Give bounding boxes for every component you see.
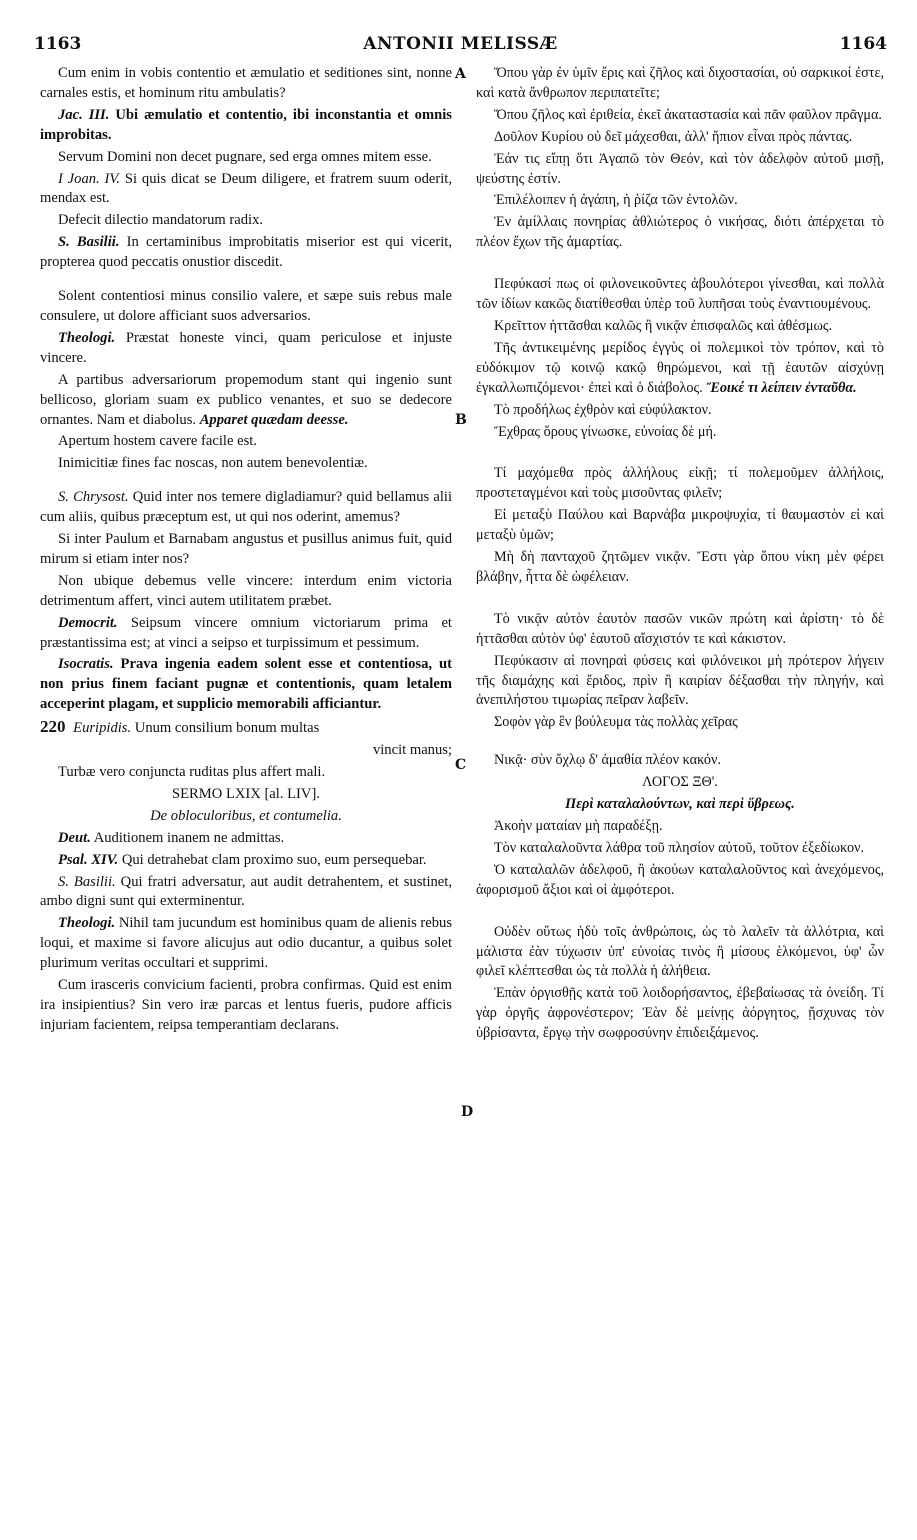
latin-paragraph: Servum Domini non decet pugnare, sed erga omnes mitem esse. — [58, 148, 432, 165]
source-citation: Theologi. — [58, 329, 116, 346]
greek-paragraph: Ἔχθρας ὅρους γίνωσκε, εὐνοίας δὲ μή. — [494, 423, 717, 440]
latin-paragraph: S. Chrysost. Quid inter nos temere digladiamur? quid bellamus alii cum aliis, quibus præceptum est, ut qui nos oderint, amemus? — [40, 489, 452, 526]
margin-marker-a: A — [455, 66, 466, 82]
greek-paragraph: Πεφύκασί πως οἱ φιλονεικοῦντες ἀβουλότεροι γίνεσθαι, καὶ πολλὰ τῶν ἰδίων κακῶς διατίθεσθαι ὑπὲρ τοῦ λυπῆσαι τοὺς ἐναντιουμένους. — [476, 276, 884, 313]
greek-paragraph: Ὁ καταλαλῶν ἀδελφοῦ, ἢ ἀκούων καταλαλοῦντος καὶ ἀνεχόμενος, ἀφορισμοῦ ἄξιοι καὶ οἱ ἀμφότεροι. — [476, 861, 884, 898]
latin-paragraph: Deut. Auditionem inanem ne admittas. — [58, 829, 285, 846]
greek-paragraph: Τὸ προδήλως ἐχθρὸν καὶ εὐφύλακτον. — [494, 401, 712, 418]
logos-title: Περὶ καταλαλούντων, καὶ περὶ ὕβρεως. — [565, 796, 795, 813]
latin-paragraph: Theologi. Præstat honeste vinci, quam periculose et injuste vincere. — [40, 329, 452, 366]
section-number: 220 — [40, 717, 66, 737]
sermon-heading: SERMO LXIX [al. LIV]. — [172, 785, 320, 802]
greek-paragraph: Νικᾷ· σὺν ὄχλῳ δ' ἀμαθία πλέον κακόν. — [494, 752, 721, 769]
greek-paragraph: Εἰ μεταξὺ Παύλου καὶ Βαρνάβα μικροψυχία, τί θαυμαστὸν εἰ καὶ μεταξὺ ὑμῶν; — [476, 507, 884, 544]
latin-paragraph: Inimicitiæ fines fac noscas, non autem benevolentiæ. — [58, 455, 368, 472]
latin-verse-line: vincit manus; — [372, 742, 452, 759]
margin-marker-b: B — [455, 412, 467, 428]
greek-paragraph: Ὅπου ζῆλος καὶ ἐριθεία, ἐκεῖ ἀκαταστασία καὶ πᾶν φαῦλον πρᾶγμα. — [494, 106, 882, 123]
latin-column — [40, 64, 452, 1038]
source-citation: S. Basilii. — [58, 873, 116, 890]
greek-paragraph: Ἐάν τις εἴπῃ ὅτι Ἀγαπῶ τὸν Θεόν, καὶ τὸν ἀδελφὸν αὐτοῦ μισῇ, ψεύστης ἐστίν. — [476, 150, 884, 187]
source-citation: Psal. XIV. — [58, 851, 119, 868]
latin-paragraph: 220 Euripidis. Unum consilium bonum multas — [40, 717, 320, 737]
latin-paragraph: Psal. XIV. Qui detrahebat clam proximo suo, eum persequebar. — [58, 851, 427, 868]
source-citation: Euripidis. — [73, 720, 132, 737]
greek-paragraph: Ἐπὰν ὀργισθῇς κατὰ τοῦ λοιδορήσαντος, ἐβεβαίωσας τὰ ὀνείδη. Τί γὰρ ὀργῆς ἀφρονέστερον; Ἐὰν δὲ μείνῃς ἀόργητος, ᾔσχυνας τὸν ὑβρίσαντα, ἔργῳ τὴν σωφροσύνην ἐπιδειξάμενος. — [476, 985, 884, 1042]
running-header — [34, 34, 887, 58]
greek-paragraph: Τὸ νικᾷν αὐτὸν ἑαυτὸν πασῶν νικῶν πρώτη καὶ ἀρίστη· τὸ δὲ ἡττᾶσθαι αὐτὸν ὑφ' ἑαυτοῦ αἴσχιστόν τε καὶ κάκιστον. — [476, 610, 884, 647]
latin-paragraph: S. Basilii. In certaminibus improbitatis miserior est qui vicerit, propterea quod peccatis onustior discedit. — [40, 234, 453, 271]
greek-paragraph: Σοφὸν γὰρ ἓν βούλευμα τὰς πολλὰς χεῖρας — [494, 714, 738, 731]
greek-paragraph: Ἀκοὴν ματαίαν μὴ παραδέξῃ. — [494, 818, 663, 834]
source-citation: Jac. III. — [58, 106, 110, 123]
latin-paragraph: Theologi. Nihil tam jucundum est hominibus quam de alienis rebus loqui, et maxime si favore alicujus aut odio ducantur, a quibus solet plurimum veritas occultari et supprimi. — [40, 915, 453, 972]
source-citation: S. Basilii. — [58, 234, 120, 251]
source-citation: Isocratis. — [58, 656, 114, 673]
greek-paragraph: Κρεῖττον ἡττᾶσθαι καλῶς ἢ νικᾷν ἐπισφαλῶς καὶ ἀθέσμως. — [494, 317, 832, 334]
source-citation: Deut. — [58, 829, 91, 846]
latin-paragraph: Isocratis. Prava ingenia eadem solent esse et contentiosa, ut non prius finem faciant pugnæ et contentionis, quam letalem acceperint plagam, et supplicio memorabili afficiantur. — [40, 656, 452, 713]
latin-paragraph: Cum irasceris convicium facienti, probra confirmas. Quid est enim ira insipientius? Sin vero iræ parcas et lentus fueris, pudore afficis injuriam facientem, reipsa temperantiam declarans. — [40, 977, 452, 1033]
latin-paragraph: A partibus adversariorum propemodum stant qui ingenio sunt bellicoso, gloriam suam ex publico venantes, et suo se dedecore ornantes. Nam et diabolus. Apparet quædam deesse. — [40, 371, 452, 428]
greek-paragraph: Πεφύκασιν αἱ πονηραὶ φύσεις καὶ φιλόνεικοι μὴ πρότερον λήγειν τῆς διαμάχης καὶ ἔριδος, πρὶν ἢ καιρίαν δέξασθαι τὴν πληγήν, καὶ ἀνεπιλήστου τιμωρίας πεῖραν λαβεῖν. — [476, 652, 884, 709]
greek-paragraph: Τῆς ἀντικειμένης μερίδος ἐγγὺς οἱ πολεμικοὶ τὸν τρόπον, καὶ τὸ εὐδόκιμον τῷ κοινῷ κακῷ θηρώμενοι, καὶ τῇ ἑαυτῶν αἰσχύνῃ ἐγκαλλωπιζόμενοι· ἐπεὶ καὶ ὁ διάβολος. Ἔοικέ τι λείπειν ἐνταῦθα. — [476, 339, 884, 396]
greek-paragraph: Μὴ δὴ πανταχοῦ ζητῶμεν νικᾷν. Ἔστι γὰρ ὅπου νίκη μὲν φέρει βλάβην, ἧττα δὲ ὠφέλειαν. — [476, 549, 884, 585]
source-citation: S. Chrysost. — [58, 489, 129, 506]
greek-column — [476, 64, 884, 1046]
margin-marker-d: D — [461, 1104, 474, 1120]
left-page-number: 1163 — [34, 34, 82, 54]
source-citation: I Joan. IV. — [58, 170, 121, 187]
greek-paragraph: Ἐπιλέλοιπεν ἡ ἀγάπη, ἡ ῥίζα τῶν ἐντολῶν. — [494, 192, 738, 209]
latin-paragraph: Turbæ vero conjuncta ruditas plus affert mali. — [58, 764, 326, 780]
greek-paragraph: Ἐν ἁμίλλαις πονηρίας ἀθλιώτερος ὁ νικήσας, διότι ἀπέρχεται τὸ πλέον ἔχων τῆς ἁμαρτίας. — [476, 214, 884, 251]
greek-paragraph: Δοῦλον Κυρίου οὐ δεῖ μάχεσθαι, ἀλλ' ἤπιον εἶναι πρὸς πάντας. — [494, 128, 853, 145]
greek-paragraph: Ὅπου γὰρ ἐν ὑμῖν ἔρις καὶ ζῆλος καὶ διχοστασίαι, οὐ σαρκικοί ἐστε, καὶ κατὰ ἄνθρωπον περιπατεῖτε; — [476, 65, 884, 101]
latin-paragraph: Defecit dilectio mandatorum radix. — [58, 212, 264, 229]
latin-paragraph: Si inter Paulum et Barnabam angustus et pusillus animus fuit, quid mirum si etiam inter nos? — [40, 531, 452, 567]
source-citation: Theologi. — [58, 915, 116, 932]
running-title: ANTONII MELISSÆ — [363, 34, 558, 54]
source-citation: Democrit. — [58, 614, 118, 631]
logos-heading: ΛΟΓΟΣ ΞΘ'. — [642, 774, 718, 791]
right-page-number: 1164 — [839, 34, 887, 54]
latin-paragraph: Jac. III. Ubi æmulatio et contentio, ibi inconstantia et omnis improbitas. — [40, 106, 452, 143]
sermon-title: De obloculoribus, et contumelia. — [150, 807, 342, 824]
latin-paragraph: I Joan. IV. Si quis dicat se Deum diligere, et fratrem suum oderit, mendax est. — [40, 170, 452, 207]
latin-paragraph: S. Basilii. Qui fratri adversatur, aut audit detrahentem, et sustinet, ambo digni sunt qui exterminentur. — [40, 873, 452, 910]
latin-paragraph: Non ubique debemus velle vincere: interdum enim victoria detrimentum affert, vinci autem utilitatem præbet. — [40, 572, 452, 609]
latin-paragraph: Cum enim in vobis contentio et æmulatio et seditiones sint, nonne carnales estis, et hominum ritu ambulatis? — [40, 65, 452, 101]
latin-paragraph: Apertum hostem cavere facile est. — [58, 433, 257, 450]
greek-paragraph: Τί μαχόμεθα πρὸς ἀλλήλους εἰκῇ; τί πολεμοῦμεν ἀλλήλοις, προστεταγμένοι καὶ τοὺς μισοῦντας φιλεῖν; — [476, 465, 884, 502]
latin-paragraph: Solent contentiosi minus consilio valere, et sæpe suis rebus male consulere, ut dolore afficiant suos adversarios. — [40, 288, 452, 324]
greek-paragraph: Τὸν καταλαλοῦντα λάθρα τοῦ πλησίον αὐτοῦ, τοῦτον ἐξεδίωκον. — [494, 839, 865, 856]
margin-marker-c: C — [455, 757, 467, 773]
latin-paragraph: Democrit. Seipsum vincere omnium victoriarum prima et præstantissima est; at vinci a seipso et turpissimum et pessimum. — [40, 614, 452, 651]
greek-paragraph: Οὐδὲν οὕτως ἡδὺ τοῖς ἀνθρώποις, ὡς τὸ λαλεῖν τὰ ἀλλότρια, καὶ μάλιστα ἐὰν τύχωσιν ὑπ' εὐνοίας τινὸς ἢ μίσους ἑλκόμενοι, ὑφ' ὧν φιλεῖ κλέπτεσθαι ὡς τὰ πολλὰ ἡ ἀλήθεια. — [476, 923, 884, 980]
